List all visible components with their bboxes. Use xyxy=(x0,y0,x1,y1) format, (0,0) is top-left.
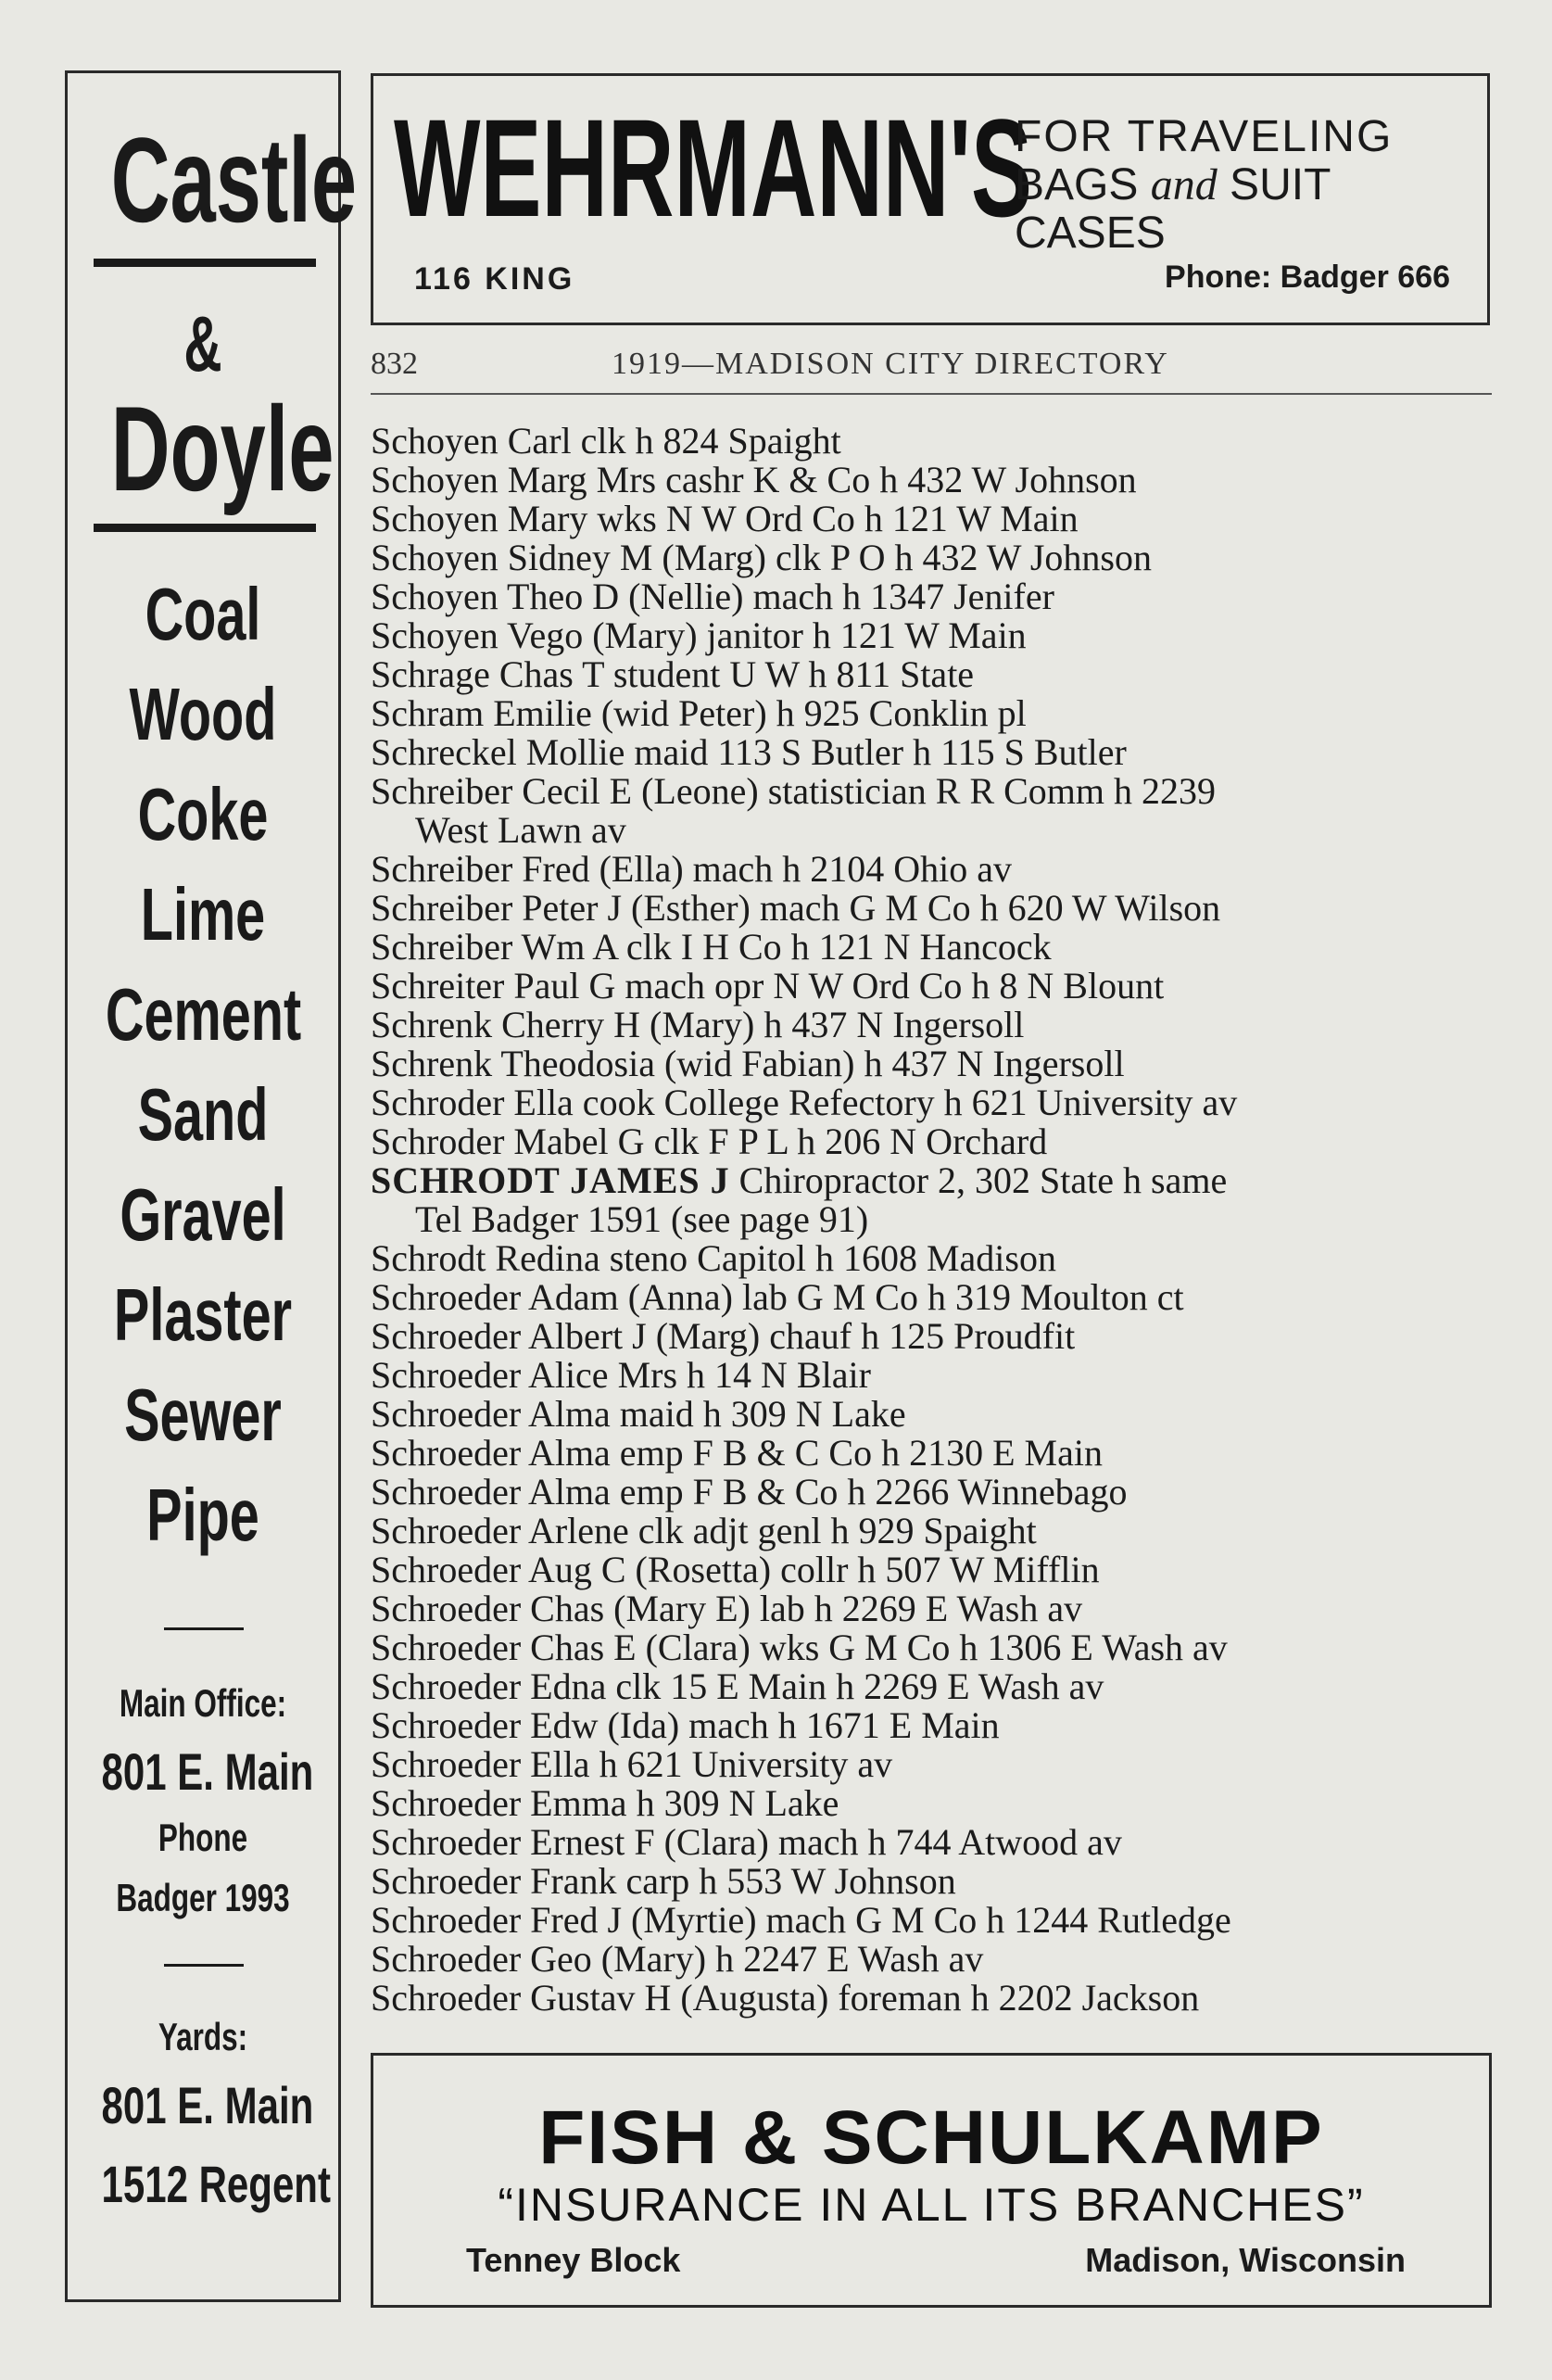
directory-entry xyxy=(371,1862,1496,1901)
wehrmanns-advertisement xyxy=(371,73,1490,325)
directory-entry xyxy=(371,1940,1496,1979)
entry-text: Schreiter Paul G mach opr N W Ord Co h 8 N Blount xyxy=(371,965,1165,1006)
directory-entry xyxy=(371,1706,1496,1745)
entry-text: Schroeder Albert J (Marg) chauf h 125 Proudfit xyxy=(371,1315,1076,1357)
directory-entry xyxy=(371,1239,1496,1278)
product-item: Wood xyxy=(129,673,277,755)
directory-entry xyxy=(371,538,1496,577)
advertiser-name: FISH & SCHULKAMP xyxy=(538,2095,1324,2180)
directory-entry xyxy=(371,1200,1496,1239)
divider xyxy=(94,259,316,267)
fish-schulkamp-advertisement xyxy=(371,2053,1492,2308)
advertiser-slogan: “INSURANCE IN ALL ITS BRANCHES” xyxy=(498,2179,1365,2231)
phone-number: Badger 1993 xyxy=(116,1876,290,1919)
office-address: 801 E. Main xyxy=(101,1742,314,1801)
product-item: Sewer xyxy=(124,1374,282,1456)
entry-text: Schrenk Theodosia (wid Fabian) h 437 N Ingersoll xyxy=(371,1043,1125,1084)
directory-entry xyxy=(371,1473,1496,1512)
entry-text: Schroeder Alma maid h 309 N Lake xyxy=(371,1393,906,1435)
entry-text: Schrodt Redina steno Capitol h 1608 Madison xyxy=(371,1237,1056,1279)
directory-entry xyxy=(371,577,1496,616)
entry-name-bold: SCHRODT JAMES J xyxy=(371,1159,730,1201)
page-number: 832 xyxy=(371,347,418,381)
product-item: Cement xyxy=(105,973,302,1056)
directory-entry xyxy=(371,1083,1496,1122)
tagline-line xyxy=(1015,161,1478,209)
tagline-text: BAGS xyxy=(1015,160,1151,209)
tagline-and: and xyxy=(1150,160,1218,209)
directory-entry xyxy=(371,1122,1496,1161)
entry-text: Schram Emilie (wid Peter) h 925 Conklin pl xyxy=(371,692,1027,734)
advertiser-name: WEHRMANN'S xyxy=(394,90,1032,246)
entry-text: Schoyen Vego (Mary) janitor h 121 W Main xyxy=(371,614,1027,656)
entry-text: Schroeder Chas E (Clara) wks G M Co h 1306 E Wash av xyxy=(371,1627,1228,1668)
directory-entry xyxy=(371,655,1496,694)
directory-entry xyxy=(371,1901,1496,1940)
entry-text: Schroeder Edw (Ida) mach h 1671 E Main xyxy=(371,1704,1000,1746)
advertiser-name-castle: Castle xyxy=(110,112,358,247)
directory-entry xyxy=(371,733,1496,772)
directory-entry xyxy=(371,967,1496,1006)
office-label: Main Office: xyxy=(119,1681,287,1725)
directory-entry xyxy=(371,1784,1496,1823)
entry-text: Schroeder Ernest F (Clara) mach h 744 Atwood av xyxy=(371,1821,1122,1863)
entry-text: Schroeder Alma emp F B & C Co h 2130 E Main xyxy=(371,1432,1103,1474)
entry-text: Schreiber Peter J (Esther) mach G M Co h 620 W Wilson xyxy=(371,887,1221,929)
entry-text: Schreiber Fred (Ella) mach h 2104 Ohio av xyxy=(371,848,1013,890)
entry-text: Schroeder Aug C (Rosetta) collr h 507 W Mifflin xyxy=(371,1549,1100,1590)
advertiser-address: Tenney Block xyxy=(466,2241,681,2279)
directory-entry xyxy=(371,1434,1496,1473)
entry-text: Schreiber Wm A clk I H Co h 121 N Hancock xyxy=(371,926,1052,968)
castle-doyle-advertisement xyxy=(65,70,358,2302)
advertiser-city: Madison, Wisconsin xyxy=(1085,2241,1406,2279)
product-item: Coal xyxy=(145,573,261,655)
entry-text: Schrage Chas T student U W h 811 State xyxy=(371,653,975,695)
directory-entry xyxy=(371,1278,1496,1317)
advertiser-address: 116 KING xyxy=(414,261,575,297)
directory-entry xyxy=(371,1395,1496,1434)
divider xyxy=(94,524,316,532)
product-list xyxy=(68,564,338,1565)
entry-text: Schoyen Theo D (Nellie) mach h 1347 Jenifer xyxy=(371,576,1054,617)
entry-text: Schroeder Arlene clk adjt genl h 929 Spaight xyxy=(371,1510,1037,1551)
directory-entry xyxy=(371,1512,1496,1551)
directory-entry xyxy=(371,889,1496,928)
yards-label: Yards: xyxy=(158,2015,248,2058)
tagline-text: SUIT xyxy=(1217,160,1331,209)
entry-text: Schoyen Sidney M (Marg) clk P O h 432 W Johnson xyxy=(371,537,1152,578)
entry-text: Schroeder Alice Mrs h 14 N Blair xyxy=(371,1354,871,1396)
directory-entry xyxy=(371,772,1496,811)
product-item: Plaster xyxy=(113,1273,293,1356)
entry-text: Schroeder Gustav H (Augusta) foreman h 2202 Jackson xyxy=(371,1977,1200,2019)
entry-text: Schrenk Cherry H (Mary) h 437 N Ingersoll xyxy=(371,1004,1025,1045)
entry-text: Schroeder Fred J (Myrtie) mach G M Co h 1244 Rutledge xyxy=(371,1899,1231,1941)
entry-text: West Lawn av xyxy=(415,809,626,851)
entry-text: Schreiber Cecil E (Leone) statistician R R Comm h 2239 xyxy=(371,770,1217,812)
directory-entry xyxy=(371,1044,1496,1083)
directory-listings xyxy=(371,422,1496,2018)
advertiser-tagline xyxy=(1015,113,1478,258)
directory-entry xyxy=(371,1667,1496,1706)
entry-text: Schroeder Edna clk 15 E Main h 2269 E Wash av xyxy=(371,1665,1104,1707)
entry-text: Schoyen Mary wks N W Ord Co h 121 W Main xyxy=(371,498,1079,539)
directory-entry xyxy=(371,811,1496,850)
directory-entry xyxy=(371,1006,1496,1044)
product-item: Sand xyxy=(137,1073,269,1156)
directory-entry xyxy=(371,1979,1496,2018)
divider xyxy=(164,1627,244,1630)
entry-text: Schroeder Alma emp F B & Co h 2266 Winnebago xyxy=(371,1471,1128,1513)
entry-text: Schroeder Adam (Anna) lab G M Co h 319 Moulton ct xyxy=(371,1276,1184,1318)
entry-text: Schoyen Carl clk h 824 Spaight xyxy=(371,420,841,462)
entry-text: Tel Badger 1591 (see page 91) xyxy=(415,1198,869,1240)
directory-entry xyxy=(371,1317,1496,1356)
directory-entry xyxy=(371,1745,1496,1784)
directory-entry xyxy=(371,1356,1496,1395)
advertiser-phone: Phone: Badger 666 xyxy=(1165,260,1450,295)
yard-address: 801 E. Main xyxy=(101,2076,314,2134)
entry-text: Schreckel Mollie maid 113 S Butler h 115 S Butler xyxy=(371,731,1127,773)
directory-entry xyxy=(371,1628,1496,1667)
tagline-line: CASES xyxy=(1015,209,1166,258)
entry-text: Schroder Mabel G clk F P L h 206 N Orchard xyxy=(371,1120,1048,1162)
phone-label: Phone xyxy=(158,1816,248,1859)
entry-text: Schoyen Marg Mrs cashr K & Co h 432 W Johnson xyxy=(371,459,1137,500)
header-rule xyxy=(371,393,1492,395)
directory-entry xyxy=(371,850,1496,889)
advertiser-name-doyle: Doyle xyxy=(110,381,334,516)
directory-entry xyxy=(371,461,1496,500)
directory-entry xyxy=(371,1551,1496,1589)
entry-text: Schroder Ella cook College Refectory h 621 University av xyxy=(371,1082,1238,1123)
entry-text: Schroeder Emma h 309 N Lake xyxy=(371,1782,839,1824)
directory-entry xyxy=(371,1823,1496,1862)
product-item: Coke xyxy=(137,773,269,855)
running-head: 1919—MADISON CITY DIRECTORY xyxy=(612,347,1169,381)
product-item: Lime xyxy=(140,873,266,956)
advertiser-ampersand: & xyxy=(183,300,222,387)
yard-address: 1512 Regent xyxy=(101,2155,331,2213)
directory-entry xyxy=(371,616,1496,655)
directory-entry xyxy=(371,1589,1496,1628)
product-item: Gravel xyxy=(120,1173,286,1256)
divider xyxy=(164,1964,244,1967)
directory-entry xyxy=(371,422,1496,461)
directory-entry xyxy=(371,1161,1496,1200)
entry-text: Schroeder Frank carp h 553 W Johnson xyxy=(371,1860,956,1902)
directory-entry xyxy=(371,694,1496,733)
entry-text: Schroeder Chas (Mary E) lab h 2269 E Wash av xyxy=(371,1588,1083,1629)
entry-text: Schroeder Ella h 621 University av xyxy=(371,1743,893,1785)
directory-entry xyxy=(371,928,1496,967)
tagline-line: FOR TRAVELING xyxy=(1015,112,1394,161)
directory-entry xyxy=(371,500,1496,538)
entry-text: Schroeder Geo (Mary) h 2247 E Wash av xyxy=(371,1938,984,1980)
product-item: Pipe xyxy=(146,1474,259,1556)
entry-text: Chiropractor 2, 302 State h same xyxy=(729,1159,1228,1201)
